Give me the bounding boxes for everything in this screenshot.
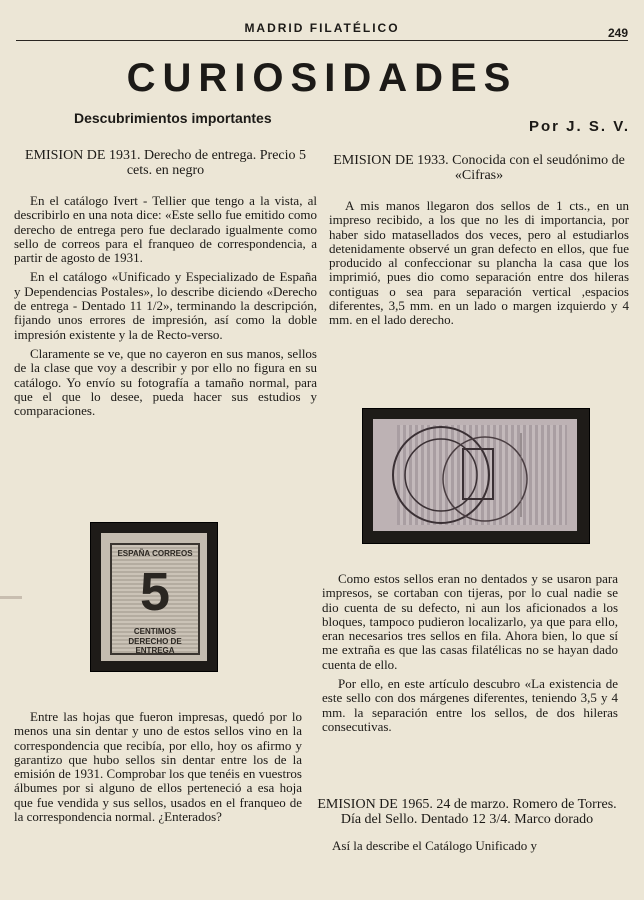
article-subtitle: Descubrimientos importantes [74, 110, 272, 126]
stamp-top-text: ESPAÑA CORREOS [117, 549, 193, 558]
stamp-bottom-line-1: CENTIMOS [133, 627, 177, 636]
paragraph: En el catálogo Ivert - Tellier que tengo a la vista, al describirlo en una nota dice: «Este sello fue emitido como derecho de entrega pero fue declarado igualmente como sello de correos para el franqueo de correspondencia, a partir de agosto de 1931. [14, 193, 317, 266]
article-title: CURIOSIDADES [126, 56, 518, 100]
paragraph: Entre las hojas que fueron impresas, quedó por lo menos una sin dentar y uno de estos sellos vino en la correspondencia que recibía, por ello, hoy os afirmo y garantizo que hubo sellos sin dentar entre los de la emisión de 1931. Comprobar los que tenéis en vuestros álbumes por si alguno de ellos perteneció a esa hoja que fue vendida y sus sellos, usados en el franqueo de la correspondencia normal. ¿Enterados? [14, 709, 302, 825]
left-column-bottom [14, 710, 302, 829]
right-column-top [329, 153, 629, 333]
paragraph: A mis manos llegaron dos sellos de 1 cts., en un impreso recibido, a los que no les di importancia, por haber sido matasellados dos veces, pero al estudiarlos detenidamente observé un gran defecto en ellos, que fue producido al confeccionar su plancha la casa que los imprimió, pues dio como separación entre dos hileras contiguas o sea para separación vertical ,espacios diferentes, 3,5 mm. en un lado o margen izquierdo y 4 mm. en el lado derecho. [329, 198, 629, 328]
stamp-design [110, 543, 200, 655]
section-heading-1933: EMISION DE 1933. Conocida con el seudónimo de «Cifras» [333, 153, 625, 183]
print-smudge [0, 596, 22, 599]
article-byline: Por J. S. V. [529, 118, 630, 135]
stamp-photo-1933 [362, 408, 590, 544]
postmark-icon [373, 419, 577, 531]
section-heading-1931: EMISION DE 1931. Derecho de entrega. Precio 5 cets. en negro [24, 148, 307, 178]
left-column-top [14, 148, 317, 423]
stamp-value: 5 [139, 562, 171, 622]
running-head [16, 18, 628, 41]
journal-name: MADRID FILATÉLICO [244, 21, 400, 35]
right-column-1965 [316, 797, 618, 858]
stamp-bottom-line-2: DERECHO DE ENTREGA [128, 637, 182, 655]
paragraph: Como estos sellos eran no dentados y se usaron para impresos, se cortaban con tijeras, por lo cual nadie se dio cuenta de su defecto, ni aun los aficionados a los bloques, tampoco pudieron localizarlo, ya que para ello, eran necesarios tres sellos en fila. Ahora bien, lo que sí me extraña es que las casas filatélicas no se hayan dado cuenta de ello. [322, 571, 618, 672]
stamp-photo-1931 [90, 522, 218, 672]
right-column-bottom [322, 572, 618, 739]
page-number: 249 [607, 26, 628, 40]
paragraph: En el catálogo «Unificado y Especializado de España y Dependencias Postales», lo describe diciendo «Derecho de entrega - Dentado 11 1/2», terminando la descripción, fijando unos errores de impresión, así como la doble impresión existente y la de Recto-verso. [14, 269, 317, 342]
section-heading-1965: EMISION DE 1965. 24 de marzo. Romero de Torres. Día del Sello. Dentado 12 3/4. Marco dorado [317, 797, 617, 827]
paragraph: Por ello, en este artículo descubro «La existencia de este sello con dos márgenes diferentes, teniendo 3,5 y 4 mm. la separación entre los sellos, de dos hileras consecutivas. [322, 676, 618, 734]
paragraph: Claramente se ve, que no cayeron en sus manos, sellos de la clase que voy a describir y por ello no figura en su catálogo. Yo envío su fotografía a tamaño normal, para que el que lo desee, pueda hacer sus estudios y comparaciones. [14, 345, 317, 419]
paragraph: Así la describe el Catálogo Unificado y [332, 838, 538, 853]
